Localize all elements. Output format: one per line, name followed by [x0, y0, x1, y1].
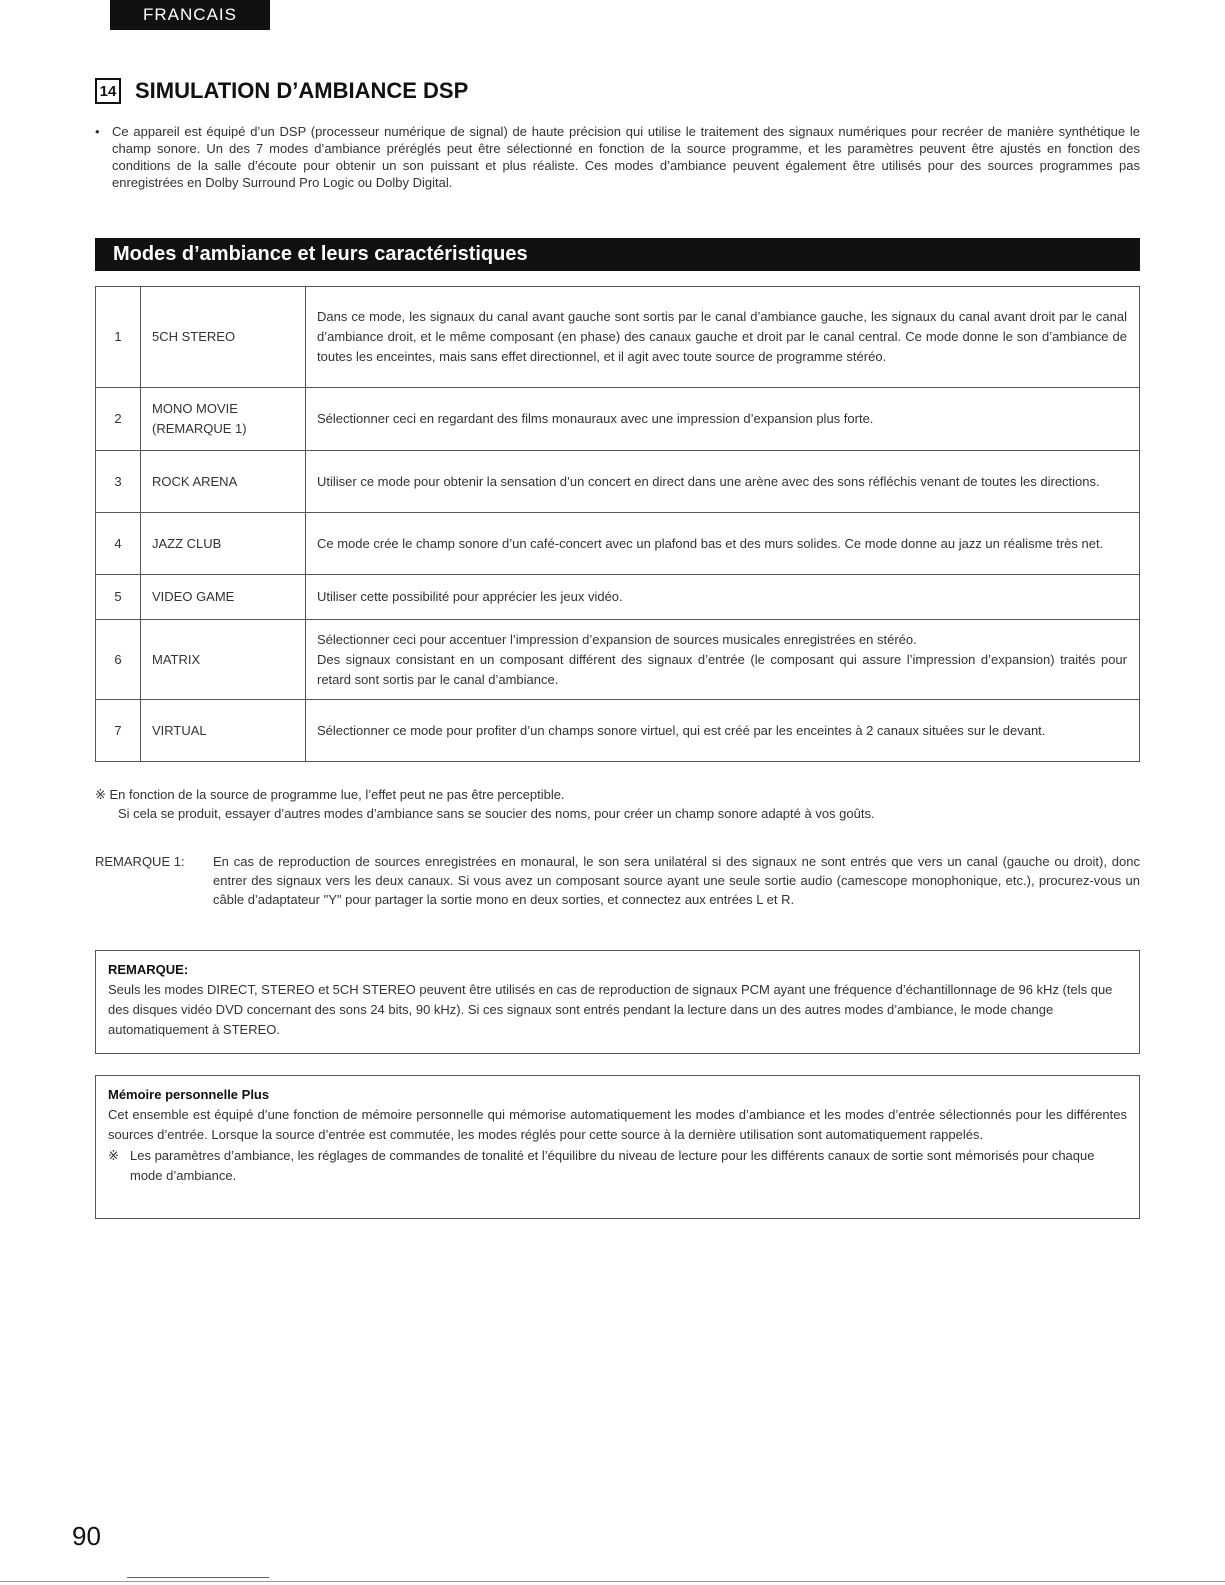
- table-row: [96, 513, 1140, 575]
- memory-box-star-note: [108, 1146, 1127, 1186]
- mode-description: [306, 620, 1140, 700]
- remark-box-title: REMARQUE:: [108, 962, 189, 977]
- memory-box-text: Cet ensemble est équipé d’une fonction de mémoire personnelle qui mémorise automatiquement les modes d’ambiance et les modes d’entrée sélectionnés pour les différentes sources d’entrée. Lorsque la source d’entrée est commutée, les modes réglés pour cette source à la dernière utilisation sont automatiquement rappelés.: [108, 1107, 1127, 1142]
- table-row: [96, 451, 1140, 513]
- mode-name: JAZZ CLUB: [141, 513, 306, 575]
- intro-paragraph: [95, 123, 1140, 191]
- mode-description: Sélectionner ce mode pour profiter d’un champs sonore virtuel, qui est créé par les enceintes à 2 canaux situées sur le devant.: [306, 700, 1140, 762]
- table-row: [96, 287, 1140, 388]
- mode-name: [141, 388, 306, 451]
- modes-heading-bar: Modes d’ambiance et leurs caractéristiques: [95, 238, 1140, 271]
- table-row: [96, 575, 1140, 620]
- mode-description-line2: Des signaux consistant en un composant différent des signaux d’entrée (le composant qui assure l’impression d’expansion) traités pour retard sont sortis par le canal d’ambiance.: [317, 651, 1127, 687]
- bullet-icon: •: [95, 124, 100, 139]
- memory-box-star-text: Les paramètres d’ambiance, les réglages de commandes de tonalité et l’équilibre du niveau de lecture pour les différents canaux de sortie sont mémorisés pour chaque mode d’ambiance.: [130, 1148, 1095, 1183]
- footer-link-underline: [127, 1577, 269, 1578]
- memory-box-title: Mémoire personnelle Plus: [108, 1087, 270, 1102]
- mode-name-line2: (REMARQUE 1): [152, 421, 247, 436]
- star-note-line2: Si cela se produit, essayer d’autres modes d’ambiance sans se soucier des noms, pour créer un champ sonore adapté à vos goûts.: [118, 806, 875, 821]
- mode-name-line1: MONO MOVIE: [152, 401, 238, 416]
- memory-box: [95, 1075, 1140, 1219]
- remark-1: [95, 852, 1140, 909]
- mode-number: 5: [96, 575, 141, 620]
- star-note: [95, 785, 1140, 823]
- mode-name: MATRIX: [141, 620, 306, 700]
- star-note-line1: ※ En fonction de la source de programme lue, l’effet peut ne pas être perceptible.: [95, 787, 565, 802]
- remark-1-text: En cas de reproduction de sources enregistrées en monaural, le son sera unilatéral si des signaux ne sont entrés que vers un canal (gauche ou droit), donc entrer des signaux vers les deux canaux. Si vous avez un composant source ayant une seule sortie audio (camescope monophonique, etc.), procurez-vous un câble d’adaptateur "Y" pour partager la sortie mono en deux sorties, et connectez aux entrées L et R.: [213, 854, 1140, 907]
- mode-number: 2: [96, 388, 141, 451]
- table-row: [96, 700, 1140, 762]
- modes-table: [95, 286, 1140, 762]
- remark-box: [95, 950, 1140, 1054]
- mode-description: Utiliser cette possibilité pour apprécier les jeux vidéo.: [306, 575, 1140, 620]
- mode-name: VIDEO GAME: [141, 575, 306, 620]
- mode-description: Sélectionner ceci en regardant des films monauraux avec une impression d’expansion plus forte.: [306, 388, 1140, 451]
- mode-name: 5CH STEREO: [141, 287, 306, 388]
- section-title-text: SIMULATION D’AMBIANCE DSP: [135, 78, 469, 103]
- mode-description: Ce mode crée le champ sonore d’un café-concert avec un plafond bas et des murs solides. Ce mode donne au jazz un réalisme très net.: [306, 513, 1140, 575]
- mode-name: ROCK ARENA: [141, 451, 306, 513]
- table-row: [96, 388, 1140, 451]
- footer-divider: [0, 1581, 1225, 1582]
- language-tab: FRANCAIS: [110, 0, 270, 30]
- mode-number: 4: [96, 513, 141, 575]
- table-row: [96, 620, 1140, 700]
- reference-mark-icon: ※: [108, 1148, 119, 1163]
- mode-description-line1: Sélectionner ceci pour accentuer l’impression d’expansion de sources musicales enregistrées en stéréo.: [317, 631, 917, 647]
- mode-number: 3: [96, 451, 141, 513]
- mode-description: Dans ce mode, les signaux du canal avant gauche sont sortis par le canal d’ambiance gauche, les signaux du canal avant droit par le canal d’ambiance droit, et le même composant (en phase) des canaux gauche et droit par le canal central. Ce mode donne le son d’ambiance de toutes les enceintes, mais sans effet directionnel, et il agit avec toute source de programme stéréo.: [306, 287, 1140, 388]
- mode-description: Utiliser ce mode pour obtenir la sensation d’un concert en direct dans une arène avec des sons réfléchis venant de toutes les directions.: [306, 451, 1140, 513]
- mode-number: 7: [96, 700, 141, 762]
- mode-number: 1: [96, 287, 141, 388]
- page-number: 90: [72, 1521, 101, 1551]
- remark-box-text: Seuls les modes DIRECT, STEREO et 5CH STEREO peuvent être utilisés en cas de reproduction de signaux PCM ayant une fréquence d’échantillonnage de 96 kHz (tels que des disques vidéo DVD concernant des sons 24 bits, 90 kHz). Si ces signaux sont entrés pendant la lecture dans un des autres modes d’ambiance, le mode change automatiquement à STEREO.: [108, 982, 1113, 1037]
- section-title: [95, 78, 468, 104]
- section-number-box: 14: [95, 78, 121, 104]
- mode-name: VIRTUAL: [141, 700, 306, 762]
- intro-text: Ce appareil est équipé d’un DSP (processeur numérique de signal) de haute précision qui utilise le traitement des signaux numériques pour recréer de manière synthétique le champ sonore. Un des 7 modes d’ambiance préréglés peut être sélectionné en fonction de la source programme, et les paramètres peuvent être ajustés en fonction des conditions de la salle d’écoute pour obtenir un son puissant et plus réaliste. Ces modes d’ambiance peuvent également être utilisés pour des sources programmes pas enregistrées en Dolby Surround Pro Logic ou Dolby Digital.: [112, 124, 1140, 190]
- mode-number: 6: [96, 620, 141, 700]
- remark-1-label: REMARQUE 1:: [95, 854, 185, 869]
